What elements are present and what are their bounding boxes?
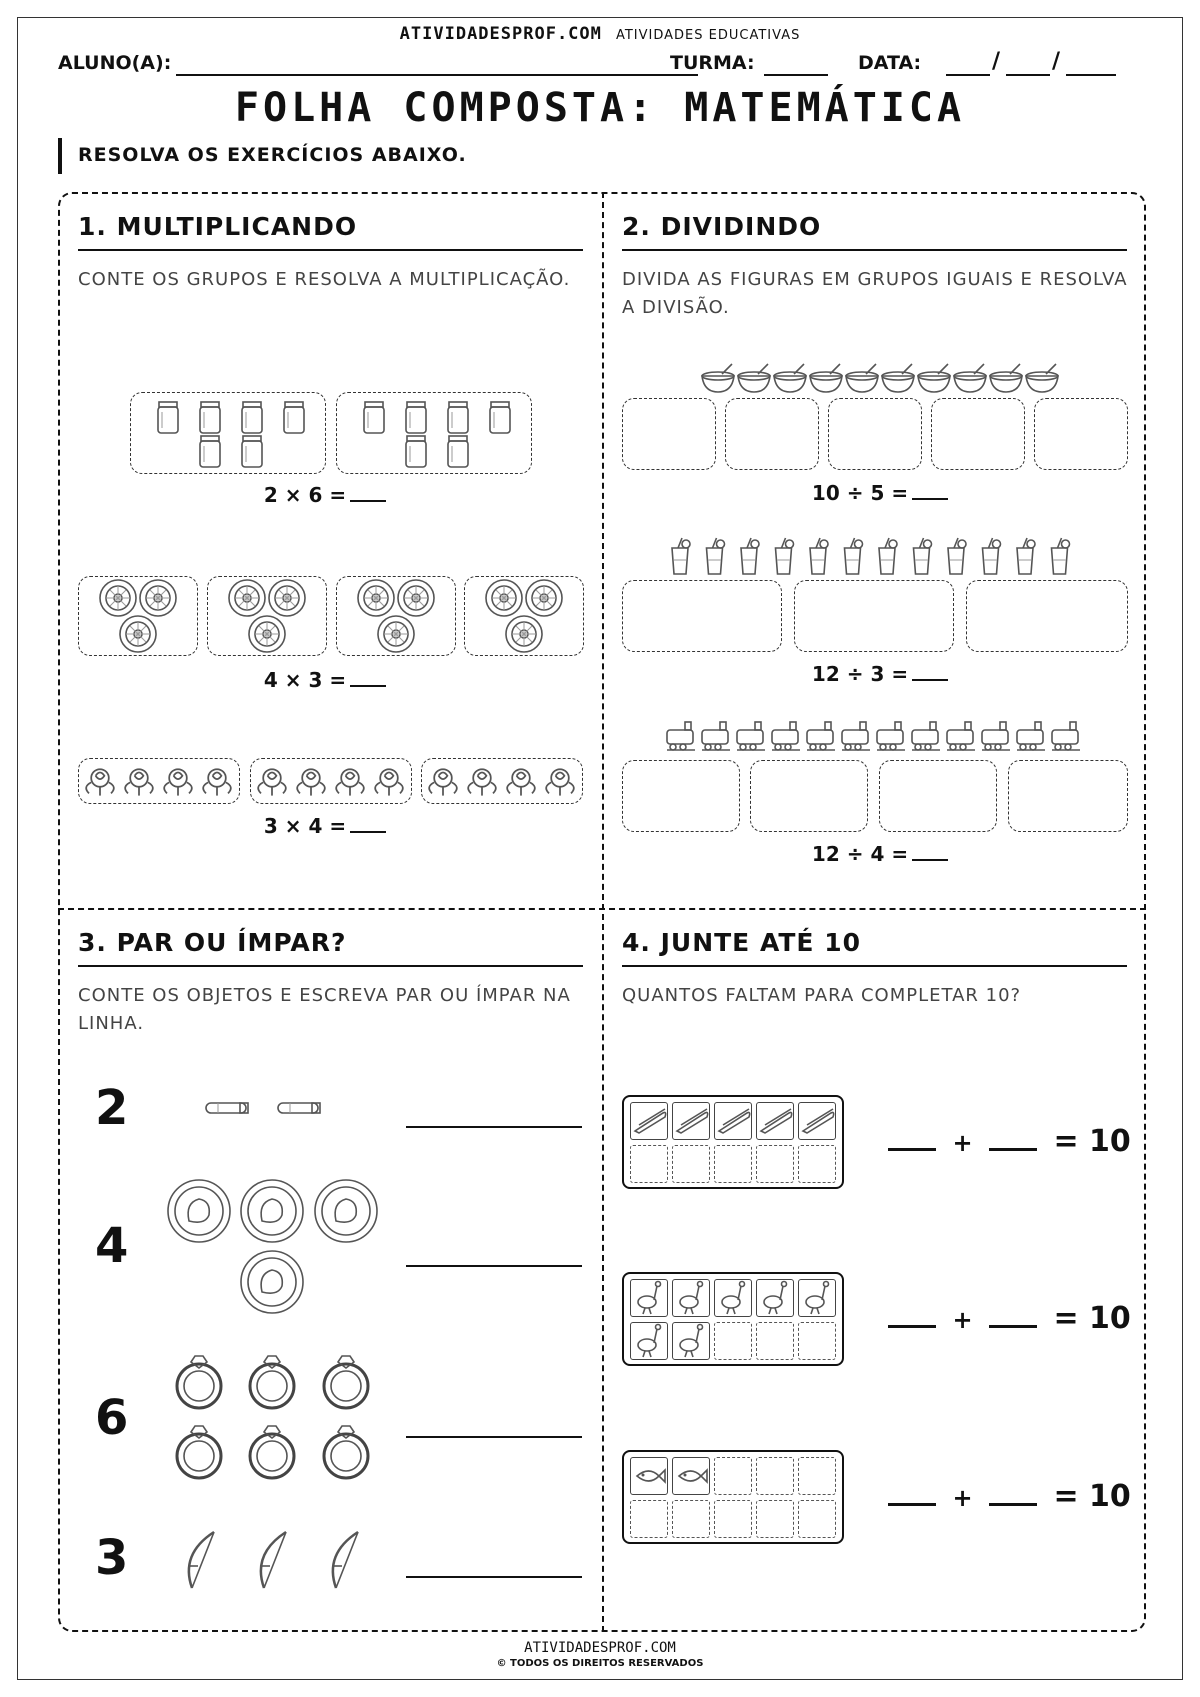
rose-group-box	[78, 758, 240, 804]
division-box[interactable]	[1008, 760, 1128, 832]
answer-blank[interactable]	[912, 482, 948, 500]
answer-blank[interactable]	[888, 1127, 936, 1151]
answer-blank[interactable]	[989, 1304, 1037, 1328]
date-day-field[interactable]	[946, 74, 990, 76]
student-info-row	[58, 50, 1148, 76]
answer-blank[interactable]	[888, 1482, 936, 1506]
date-slash: /	[992, 49, 1001, 74]
class-label: TURMA:	[670, 52, 755, 74]
tire-icon	[378, 616, 414, 652]
ten-frame	[622, 1450, 844, 1544]
division-box[interactable]	[794, 580, 954, 652]
divide-equation-3: 12 ÷ 4 =	[800, 842, 960, 866]
ostrich-icon	[673, 1280, 711, 1318]
division-box[interactable]	[931, 398, 1025, 470]
divide-equation-1: 10 ÷ 5 =	[800, 481, 960, 505]
date-month-field[interactable]	[1006, 74, 1050, 76]
parity-answer-line[interactable]	[406, 1265, 582, 1267]
date-slash: /	[1052, 49, 1061, 74]
skis-icon	[757, 1103, 795, 1141]
division-box[interactable]	[828, 398, 922, 470]
tire-icon	[506, 616, 542, 652]
ten-frame-cell-filled	[714, 1102, 752, 1140]
instruction-text: RESOLVA OS EXERCÍCIOS ABAIXO.	[78, 144, 467, 166]
skis-icon	[631, 1103, 669, 1141]
footer-site: ATIVIDADESPROF.COM	[524, 1640, 676, 1656]
parity-number: 6	[95, 1390, 129, 1446]
ten-frame-cell-filled	[672, 1102, 710, 1140]
ten-frame-cell-empty	[630, 1500, 668, 1538]
section-4-description: QUANTOS FALTAM PARA COMPLETAR 10?	[622, 985, 1022, 1006]
ostrich-icon	[757, 1280, 795, 1318]
tire-icon	[486, 580, 522, 616]
ten-frame-cell-empty	[756, 1500, 794, 1538]
ten-frame-cell-filled	[630, 1457, 668, 1495]
tire-icon	[398, 580, 434, 616]
date-label: DATA:	[858, 52, 922, 74]
ten-frame-cell-empty	[756, 1457, 794, 1495]
ten-frame-cell-filled	[714, 1279, 752, 1317]
ten-frame-cell-filled	[756, 1279, 794, 1317]
section-4-title: 4. JUNTE ATÉ 10	[622, 928, 1127, 967]
ten-frame-cell-empty	[714, 1500, 752, 1538]
grid-vertical-divider	[602, 192, 604, 1632]
ten-frame-cell-filled	[756, 1102, 794, 1140]
division-box[interactable]	[622, 398, 716, 470]
ten-frame-cell-empty	[798, 1457, 836, 1495]
ostrich-icon	[715, 1280, 753, 1318]
answer-blank[interactable]	[350, 815, 386, 833]
ten-frame-cell-empty	[798, 1145, 836, 1183]
ten-frame-cell-filled	[672, 1322, 710, 1360]
date-year-field[interactable]	[1066, 74, 1116, 76]
tire-icon	[249, 616, 285, 652]
division-box[interactable]	[725, 398, 819, 470]
tire-icon	[526, 580, 562, 616]
site-subtitle: ATIVIDADES EDUCATIVAS	[615, 28, 801, 43]
answer-blank[interactable]	[888, 1304, 936, 1328]
site-header	[0, 24, 1200, 44]
ten-frame-cell-filled	[798, 1102, 836, 1140]
parity-object-icons	[0, 0, 1, 1]
ten-frame-cell-empty	[714, 1457, 752, 1495]
footer-copyright: © TODOS OS DIREITOS RESERVADOS	[496, 1658, 704, 1669]
ten-frame-cell-empty	[798, 1500, 836, 1538]
division-box[interactable]	[750, 760, 868, 832]
answer-blank[interactable]	[350, 484, 386, 502]
division-box[interactable]	[879, 760, 997, 832]
grid-horizontal-divider	[58, 908, 1146, 910]
ten-frame-cell-filled	[798, 1279, 836, 1317]
ten-frame-cell-filled	[630, 1102, 668, 1140]
tire-icon	[140, 580, 176, 616]
page-title: FOLHA COMPOSTA: MATEMÁTICA	[234, 85, 966, 131]
instruction-bar	[58, 138, 62, 174]
tire-icon	[269, 580, 305, 616]
ostrich-icon	[799, 1280, 837, 1318]
parity-number: 4	[95, 1218, 129, 1274]
section-2-description: DIVIDA AS FIGURAS EM GRUPOS IGUAIS E RESOLVA A DIVISÃO.	[622, 269, 1128, 318]
division-box[interactable]	[1034, 398, 1128, 470]
parity-answer-line[interactable]	[406, 1576, 582, 1578]
division-box[interactable]	[966, 580, 1128, 652]
ten-frame-cell-empty	[714, 1322, 752, 1360]
section-3-title: 3. PAR OU ÍMPAR?	[78, 928, 583, 967]
answer-blank[interactable]	[912, 663, 948, 681]
section-2-title: 2. DIVIDINDO	[622, 212, 1127, 251]
answer-blank[interactable]	[350, 669, 386, 687]
fish-icon	[673, 1458, 711, 1496]
ten-frame-cell-filled	[672, 1457, 710, 1495]
ten-frame-cell-filled	[672, 1279, 710, 1317]
ten-frame	[622, 1095, 844, 1189]
parity-number: 2	[95, 1080, 129, 1136]
rose-group-box	[250, 758, 412, 804]
ten-frame-cell-empty	[672, 1145, 710, 1183]
ten-frame-cell-filled	[630, 1322, 668, 1360]
make-ten-equation: + = 10	[888, 1301, 1131, 1336]
multiply-equation-3: 3 × 4 =	[250, 814, 400, 838]
ten-frame-cell-filled	[630, 1279, 668, 1317]
make-ten-equation: + = 10	[888, 1124, 1131, 1159]
ten-frame	[622, 1272, 844, 1366]
division-box[interactable]	[622, 760, 740, 832]
rose-group-box	[421, 758, 583, 804]
answer-blank[interactable]	[989, 1127, 1037, 1151]
ostrich-icon	[631, 1280, 669, 1318]
division-box[interactable]	[622, 580, 782, 652]
ten-frame-cell-empty	[798, 1322, 836, 1360]
parity-answer-line[interactable]	[406, 1436, 582, 1438]
parity-answer-line[interactable]	[406, 1126, 582, 1128]
answer-blank[interactable]	[912, 843, 948, 861]
section-3-description: CONTE OS OBJETOS E ESCREVA PAR OU ÍMPAR NA LINHA.	[78, 985, 571, 1034]
ten-frame-cell-empty	[672, 1500, 710, 1538]
ostrich-icon	[673, 1323, 711, 1361]
section-1-description: CONTE OS GRUPOS E RESOLVA A MULTIPLICAÇÃO.	[78, 269, 571, 290]
student-label: ALUNO(A):	[58, 52, 172, 74]
parity-number: 3	[95, 1530, 129, 1586]
tire-icon	[358, 580, 394, 616]
ten-frame-cell-empty	[630, 1145, 668, 1183]
answer-blank[interactable]	[989, 1482, 1037, 1506]
tire-icon	[120, 616, 156, 652]
make-ten-equation: + = 10	[888, 1479, 1131, 1514]
class-field[interactable]	[764, 74, 828, 76]
ten-frame-cell-empty	[756, 1322, 794, 1360]
skis-icon	[715, 1103, 753, 1141]
site-brand: ATIVIDADESPROF.COM	[399, 24, 602, 44]
student-name-field[interactable]	[176, 74, 698, 76]
multiply-equation-2: 4 × 3 =	[250, 668, 400, 692]
skis-icon	[673, 1103, 711, 1141]
ten-frame-cell-empty	[714, 1145, 752, 1183]
skis-icon	[799, 1103, 837, 1141]
multiply-equation-1: 2 × 6 =	[250, 483, 400, 507]
ostrich-icon	[631, 1323, 669, 1361]
tire-icon	[229, 580, 265, 616]
ten-frame-cell-empty	[756, 1145, 794, 1183]
fish-icon	[631, 1458, 669, 1496]
divide-equation-2: 12 ÷ 3 =	[800, 662, 960, 686]
section-1-title: 1. MULTIPLICANDO	[78, 212, 583, 251]
tire-icon	[100, 580, 136, 616]
